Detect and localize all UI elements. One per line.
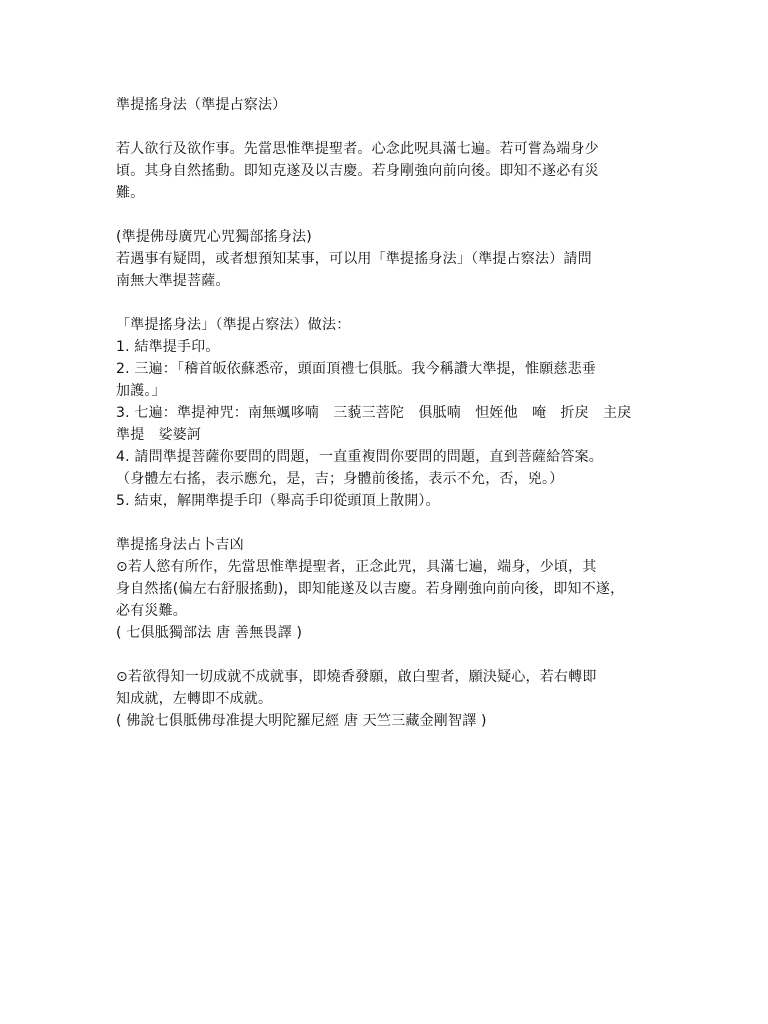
paragraph-gap (116, 644, 676, 666)
step-line: 1. 結準提手印。 (116, 339, 220, 355)
section-heading: 準提搖身法占卜吉凶 (116, 537, 244, 553)
text-line: 南無大準提菩薩。 (116, 273, 230, 289)
text-line: 頃。其身自然搖動。即知克遂及以吉慶。若身剛強向前向後。即知不遂必有災 (116, 163, 599, 179)
section-divination (116, 534, 676, 644)
document-title: 準提搖身法（準提占察法） (116, 97, 287, 113)
step-line: 3. 七遍：準提神咒：南無颯哆喃 三藐三菩陀 俱胝喃 怛姪他 唵 折戾 主戾 (116, 405, 632, 421)
step-line: 加護。」 (116, 383, 166, 399)
section-usage (116, 226, 676, 292)
document-body (116, 94, 676, 732)
text-line: 身自然搖(偏左右舒服搖動)，即知能遂及以吉慶。若身剛強向前向後，即知不遂， (116, 581, 625, 597)
paragraph-gap (116, 292, 676, 314)
paragraph-gap (116, 116, 676, 138)
section-method (116, 314, 676, 512)
text-line: ⊙若人慾有所作，先當思惟準提聖者，正念此咒，具滿七遍，端身，少頃，其 (116, 559, 597, 575)
text-line: 若人欲行及欲作事。先當思惟準提聖者。心念此呪具滿七遍。若可嘗為端身少 (116, 141, 599, 157)
step-line: 2. 三遍：「稽首皈依蘇悉帝，頭面頂禮七俱胝。我今稱讚大準提，惟願慈悲垂 (116, 361, 597, 377)
section-heading: 「準提搖身法」（準提占察法）做法： (116, 317, 351, 333)
paragraph-gap (116, 512, 676, 534)
citation-line: ( 佛說七俱胝佛母准提大明陀羅尼經 唐 天竺三藏金剛智譯 ) (116, 713, 487, 729)
text-line: 若遇事有疑問，或者想預知某事，可以用「準提搖身法」（準提占察法）請問 (116, 251, 592, 267)
section-title (116, 94, 676, 116)
text-line: 必有災難。 (116, 603, 187, 619)
step-line: 4. 請問準提菩薩你要問的問題，一直重複問你要問的問題，直到菩薩給答案。 (116, 449, 604, 465)
section-intro (116, 138, 676, 204)
text-line: ⊙若欲得知一切成就不成就事，即燒香發願，啟白聖者，願決疑心，若右轉即 (116, 669, 597, 685)
step-line: （身體左右搖，表示應允，是，吉；身體前後搖，表示不允，否，兇。） (116, 471, 564, 487)
section-sutra (116, 666, 676, 732)
paragraph-gap (116, 204, 676, 226)
citation-line: ( 七俱胝獨部法 唐 善無畏譯 ) (116, 625, 303, 641)
text-line: 難。 (116, 185, 145, 201)
section-heading: (準提佛母廣咒心咒獨部搖身法) (116, 229, 312, 245)
step-line: 5. 結束，解開準提手印（舉高手印從頭頂上散開）。 (116, 493, 440, 509)
text-line: 知成就，左轉即不成就。 (116, 691, 273, 707)
step-line: 準提 娑婆訶 (116, 427, 202, 443)
